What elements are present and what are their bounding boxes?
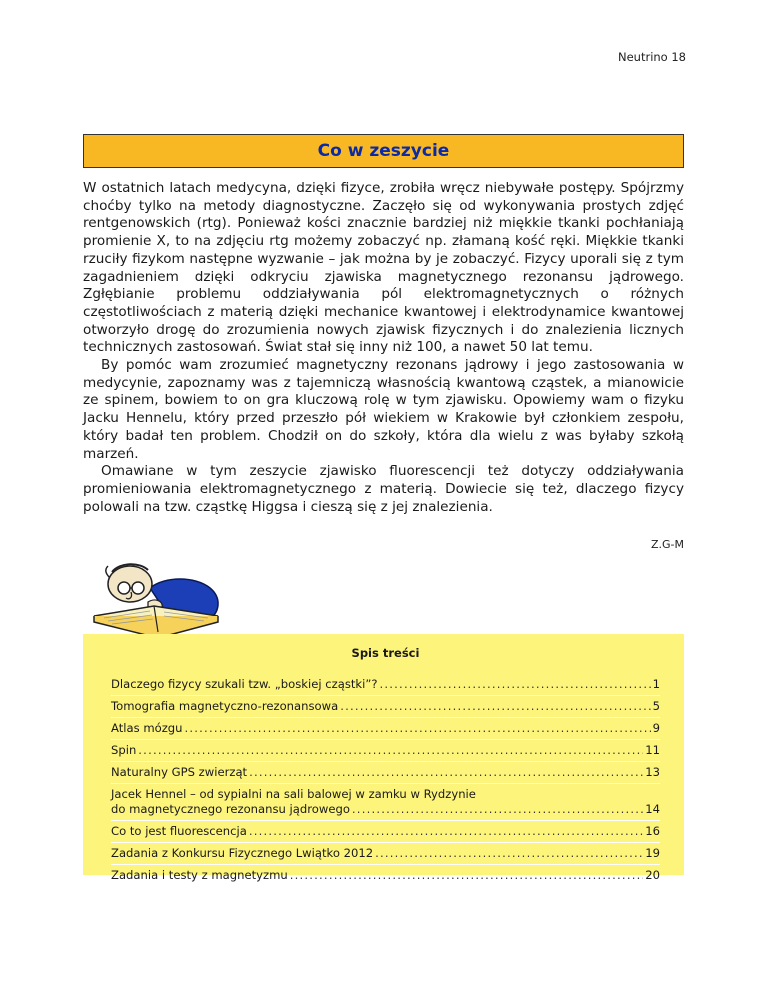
toc-item-label: Zadania i testy z magnetyzmu bbox=[111, 868, 288, 882]
toc-item-page: 20 bbox=[645, 868, 660, 882]
toc-item[interactable] bbox=[111, 674, 660, 696]
intro-paragraph: By pomóc wam zrozumieć magnetyczny rezonans jądrowy i jego zastosowania w medycynie, zapoznamy was z tajemniczą własnością kwantową cząstek, a mianowicie ze spinem, bowiem to on gra kluczową rolę w tym zjawisku. Opowiemy wam o fizyku Jacku Hennelu, który przed przeszło pół wiekiem w Krakowie był członkiem zespołu, który badał ten problem. Chodził on do szkoły, która dla wielu z was byłaby szkołą marzeń. bbox=[83, 357, 684, 462]
author-signature: Z.G-M bbox=[650, 538, 684, 551]
toc-leader-dots bbox=[380, 677, 651, 692]
toc-leader-dots bbox=[340, 699, 650, 714]
toc-item-page: 13 bbox=[645, 765, 660, 779]
toc-item[interactable] bbox=[111, 696, 660, 718]
toc-item-page: 14 bbox=[645, 802, 660, 816]
toc-item-page: 1 bbox=[652, 677, 660, 691]
toc-item-label: Co to jest fluorescencja bbox=[111, 824, 247, 838]
toc-item-label: Tomografia magnetyczno-rezonansowa bbox=[111, 699, 339, 713]
intro-text bbox=[83, 180, 684, 516]
toc-item-page: 11 bbox=[645, 743, 660, 757]
toc-item[interactable] bbox=[111, 718, 660, 740]
toc-item[interactable] bbox=[111, 762, 660, 784]
toc-leader-dots bbox=[352, 802, 643, 817]
toc-leader-dots bbox=[138, 743, 643, 758]
toc-item-label: Spin bbox=[111, 743, 137, 757]
reading-professor-icon bbox=[90, 558, 224, 640]
toc-item-page: 9 bbox=[652, 721, 660, 735]
toc-leader-dots bbox=[290, 868, 644, 883]
toc-item-page: 5 bbox=[652, 699, 660, 713]
toc-item-label: Atlas mózgu bbox=[111, 721, 183, 735]
toc-item[interactable] bbox=[111, 821, 660, 843]
intro-paragraph: Omawiane w tym zeszycie zjawisko fluorescencji też dotyczy oddziaływania promieniowania elektromagnetycznego z materią. Dowiecie się też, dlaczego fizycy polowali na tzw. cząstkę Higgsa i cieszą się z jej znalezienia. bbox=[83, 463, 684, 515]
toc-heading: Spis treści bbox=[351, 646, 420, 660]
toc-item-label: Jacek Hennel – od sypialni na sali balowej w zamku w Rydzynie bbox=[111, 787, 476, 801]
toc-leader-dots bbox=[249, 824, 643, 839]
toc-item-label: Dlaczego fizycy szukali tzw. „boskiej cząstki”? bbox=[111, 677, 378, 691]
toc-leader-dots bbox=[185, 721, 651, 736]
toc-item-label: Naturalny GPS zwierząt bbox=[111, 765, 248, 779]
toc-item[interactable] bbox=[111, 865, 660, 886]
toc-item[interactable] bbox=[111, 843, 660, 865]
intro-paragraph: W ostatnich latach medycyna, dzięki fizyce, zrobiła wręcz niebywałe postępy. Spójrzmy choćby tylko na metody diagnostyczne. Zaczęło się od wykonywania prostych zdjęć rentgenowskich (rtg). Ponieważ kości znacznie bardziej niż miękkie tkanki pochłaniają promienie X, to na zdjęciu rtg możemy zobaczyć np. złamaną kość ręki. Miękkie tkanki rzuciły fizykom następne wyzwanie – jak można by je zobaczyć. Fizycy uporali się z tym zagadnieniem dzięki odkryciu zjawiska magnetycznego rezonansu jądrowego. Zgłębianie problemu oddziaływania pól elektromagnetycznych o różnych częstotliwościach z materią dzięki mechanice kwantowej i elektrodynamice kwantowej otworzyło drogę do zrozumienia nowych zjawisk fizycznych i do znalezienia licznych technicznych zastosowań. Świat stał się inny niż 100, a nawet 50 lat temu. bbox=[83, 180, 684, 356]
running-head: Neutrino 18 bbox=[617, 50, 686, 64]
toc-leader-dots bbox=[249, 765, 643, 780]
toc-item[interactable] bbox=[111, 740, 660, 762]
toc-item[interactable] bbox=[111, 784, 660, 821]
toc-item-label: do magnetycznego rezonansu jądrowego bbox=[111, 802, 350, 816]
section-title: Co w zeszycie bbox=[83, 134, 684, 168]
table-of-contents bbox=[83, 634, 684, 882]
toc-leader-dots bbox=[375, 846, 643, 861]
toc-item-page: 19 bbox=[645, 846, 660, 860]
toc-item-label: Zadania z Konkursu Fizycznego Lwiątko 2012 bbox=[111, 846, 374, 860]
toc-item-page: 16 bbox=[645, 824, 660, 838]
